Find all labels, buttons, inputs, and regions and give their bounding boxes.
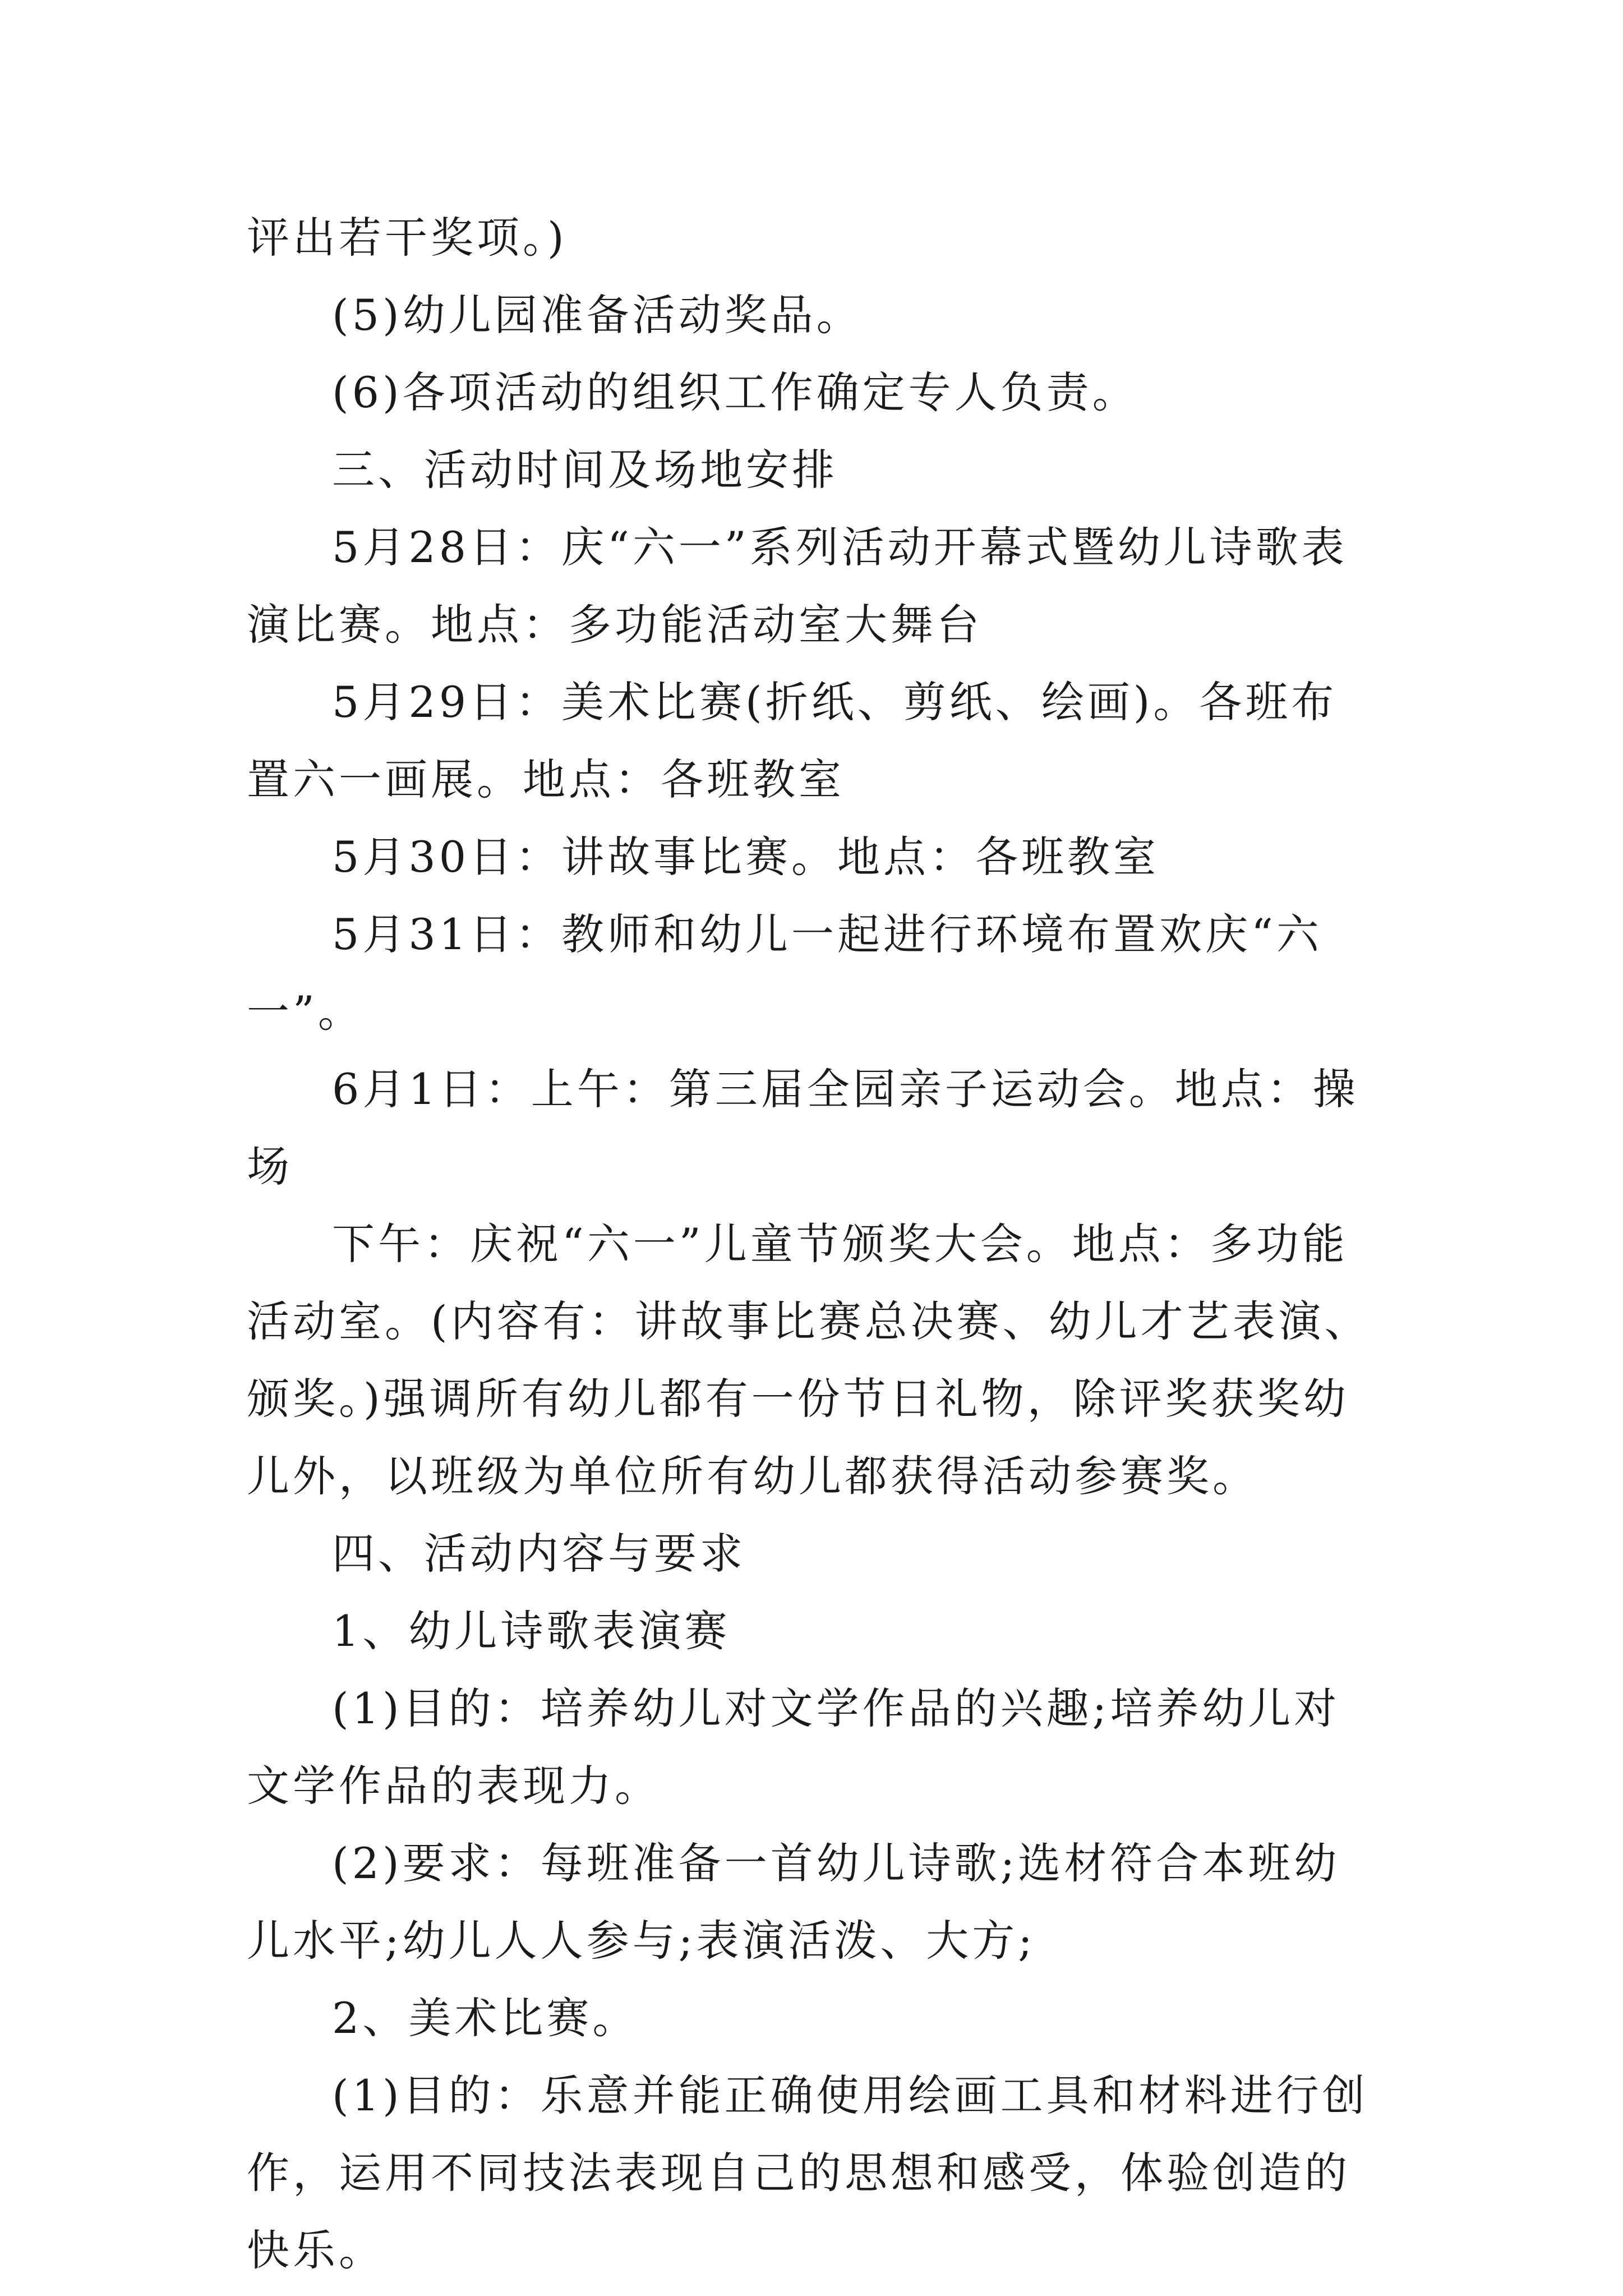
paragraph-award-note: 评出若干奖项。): [247, 213, 568, 263]
subheading-poetry: 1、幼儿诗歌表演赛: [332, 1606, 731, 1656]
paragraph-item-6: (6)各项活动的组织工作确定专人负责。: [332, 367, 1138, 417]
subheading-art: 2、美术比赛。: [332, 1993, 639, 2043]
section-heading-schedule: 三、活动时间及场地安排: [332, 445, 838, 495]
poetry-requirements: (2)要求：每班准备一首幼儿诗歌;选材符合本班幼儿水平;幼儿人人参与;表演活泼、大方;: [247, 1838, 1340, 1966]
schedule-may-28: 5月28日：庆“六一”系列活动开幕式暨幼儿诗歌表演比赛。地点：多功能活动室大舞台: [247, 522, 1348, 650]
schedule-may-31: 5月31日：教师和幼儿一起进行环境布置欢庆“六一”。: [247, 909, 1322, 1037]
schedule-june-1-afternoon: 下午：庆祝“六一”儿童节颁奖大会。地点：多功能活动室。(内容有：讲故事比赛总决赛、幼儿才艺表演、颁奖。)强调所有幼儿都有一份节日礼物，除评奖获奖幼儿外，以班级为单位所有幼儿都获得活动参赛奖。: [247, 1219, 1371, 1501]
schedule-june-1-morning: 6月1日：上午：第三届全园亲子运动会。地点：操场: [247, 1064, 1359, 1191]
poetry-goal: (1)目的：培养幼儿对文学作品的兴趣;培养幼儿对文学作品的表现力。: [247, 1683, 1340, 1811]
art-goal: (1)目的：乐意并能正确使用绘画工具和材料进行创作，运用不同技法表现自己的思想和感受，体验创造的快乐。: [247, 2070, 1368, 2275]
paragraph-item-5: (5)幼儿园准备活动奖品。: [332, 290, 863, 340]
schedule-may-30: 5月30日：讲故事比赛。地点：各班教室: [332, 832, 1160, 882]
section-heading-content: 四、活动内容与要求: [332, 1529, 746, 1579]
document-body: [247, 199, 1380, 2289]
schedule-may-29: 5月29日：美术比赛(折纸、剪纸、绘画)。各班布置六一画展。地点：各班教室: [247, 677, 1338, 804]
